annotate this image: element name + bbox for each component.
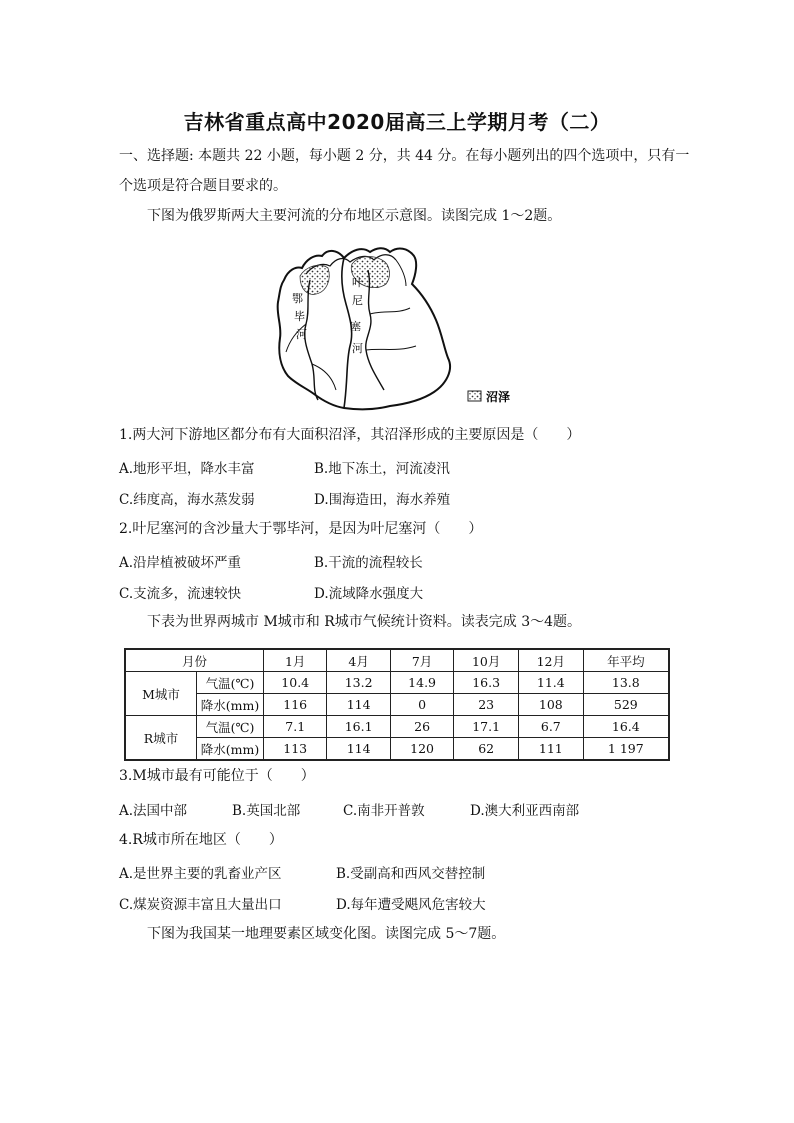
question-4-option-c: C.煤炭资源丰富且大量出口 [119, 897, 282, 913]
table-cell: 13.8 [583, 672, 669, 694]
question-2-stem: 2.叶尼塞河的含沙量大于鄂毕河，是因为叶尼塞河（ ） [119, 521, 483, 537]
question-1-option-c: C.纬度高，海水蒸发弱 [119, 492, 255, 508]
table-cell: 7.1 [264, 716, 327, 738]
question-4-stem: 4.R城市所在地区（ ） [119, 832, 283, 848]
table-cell: 26 [390, 716, 453, 738]
table-cell: 108 [518, 694, 583, 716]
table-cell: 13.2 [327, 672, 390, 694]
row-label-cell: 气温(℃) [197, 716, 264, 738]
yenisei-char-2: 尼 [352, 294, 363, 307]
question-3-option-a: A.法国中部 [119, 803, 188, 819]
table-cell: 529 [583, 694, 669, 716]
intro-q5-7: 下图为我国某一地理要素区域变化图。读图完成 5～7题。 [147, 926, 506, 942]
table-row [125, 738, 669, 761]
city-name-cell: M城市 [125, 672, 197, 716]
row-label-cell: 气温(℃) [197, 672, 264, 694]
question-3-stem: 3.M城市最有可能位于（ ） [119, 768, 315, 784]
question-1-stem: 1.两大河下游地区都分布有大面积沼泽，其沼泽形成的主要原因是（ ） [119, 427, 581, 443]
table-row [125, 694, 669, 716]
table-header-row [125, 649, 669, 672]
table-header-cell: 月份 [125, 649, 264, 672]
city-name-cell: R城市 [125, 716, 197, 761]
table-header-cell: 12月 [518, 649, 583, 672]
table-cell: 16.1 [327, 716, 390, 738]
row-label-cell: 降水(mm) [197, 694, 264, 716]
river-map-figure [266, 240, 526, 416]
row-label-cell: 降水(mm) [197, 738, 264, 761]
question-4-option-b: B.受副高和西风交替控制 [336, 866, 486, 882]
question-2-option-a: A.沿岸植被破坏严重 [119, 555, 242, 571]
table-header-cell: 10月 [454, 649, 519, 672]
table-cell: 23 [454, 694, 519, 716]
table-cell: 114 [327, 694, 390, 716]
swamp-area [300, 265, 329, 294]
table-cell: 1 197 [583, 738, 669, 761]
question-3-option-b: B.英国北部 [232, 803, 301, 819]
yenisei-char-1: 叶 [352, 276, 363, 289]
table-cell: 116 [264, 694, 327, 716]
table-cell: 62 [454, 738, 519, 761]
climate-table [124, 648, 670, 761]
section-instruction-line2: 个选项是符合题目要求的。 [119, 178, 287, 194]
section-instruction-line1: 一、选择题: 本题共 22 小题，每小题 2 分，共 44 分。在每小题列出的四个选项中，只有一 [119, 148, 690, 164]
table-cell: 6.7 [518, 716, 583, 738]
yenisei-char-4: 河 [352, 342, 363, 355]
table-row [125, 716, 669, 738]
watershed-divide [342, 258, 352, 408]
intro-q3-4: 下表为世界两城市 M城市和 R城市气候统计资料。读表完成 3～4题。 [147, 614, 582, 630]
table-row [125, 672, 669, 694]
question-2-option-d: D.流域降水强度大 [314, 586, 424, 602]
table-header-cell: 1月 [264, 649, 327, 672]
page-title: 吉林省重点高中2020届高三上学期月考（二） [183, 110, 611, 134]
table-cell: 10.4 [264, 672, 327, 694]
table-cell: 120 [390, 738, 453, 761]
yenisei-char-3: 塞 [350, 320, 361, 333]
table-header-cell: 年平均 [583, 649, 669, 672]
river-map-svg [266, 240, 526, 416]
table-cell: 114 [327, 738, 390, 761]
question-3-option-d: D.澳大利亚西南部 [470, 803, 580, 819]
question-4-option-d: D.每年遭受飓风危害较大 [336, 897, 486, 913]
swamp-legend-label: 沼泽 [486, 390, 511, 404]
question-4-option-a: A.是世界主要的乳畜业产区 [119, 866, 282, 882]
table-header-cell: 4月 [327, 649, 390, 672]
ob-char-3: 河 [296, 328, 307, 341]
table-cell: 16.4 [583, 716, 669, 738]
question-2-option-b: B.干流的流程较长 [314, 555, 423, 571]
table-header-cell: 7月 [390, 649, 453, 672]
table-cell: 111 [518, 738, 583, 761]
question-3-option-c: C.南非开普敦 [343, 803, 425, 819]
swamp-legend-swatch [468, 391, 481, 401]
intro-q1-2: 下图为俄罗斯两大主要河流的分布地区示意图。读图完成 1～2题。 [147, 208, 562, 224]
table-cell: 0 [390, 694, 453, 716]
ob-char-2: 毕 [294, 310, 305, 323]
table-cell: 11.4 [518, 672, 583, 694]
table-cell: 16.3 [454, 672, 519, 694]
question-1-option-a: A.地形平坦，降水丰富 [119, 461, 255, 477]
question-1-option-b: B.地下冻土，河流凌汛 [314, 461, 450, 477]
question-1-option-d: D.围海造田，海水养殖 [314, 492, 451, 508]
table-cell: 17.1 [454, 716, 519, 738]
table-cell: 113 [264, 738, 327, 761]
table-cell: 14.9 [390, 672, 453, 694]
question-2-option-c: C.支流多，流速较快 [119, 586, 242, 602]
ob-char-1: 鄂 [292, 292, 303, 305]
